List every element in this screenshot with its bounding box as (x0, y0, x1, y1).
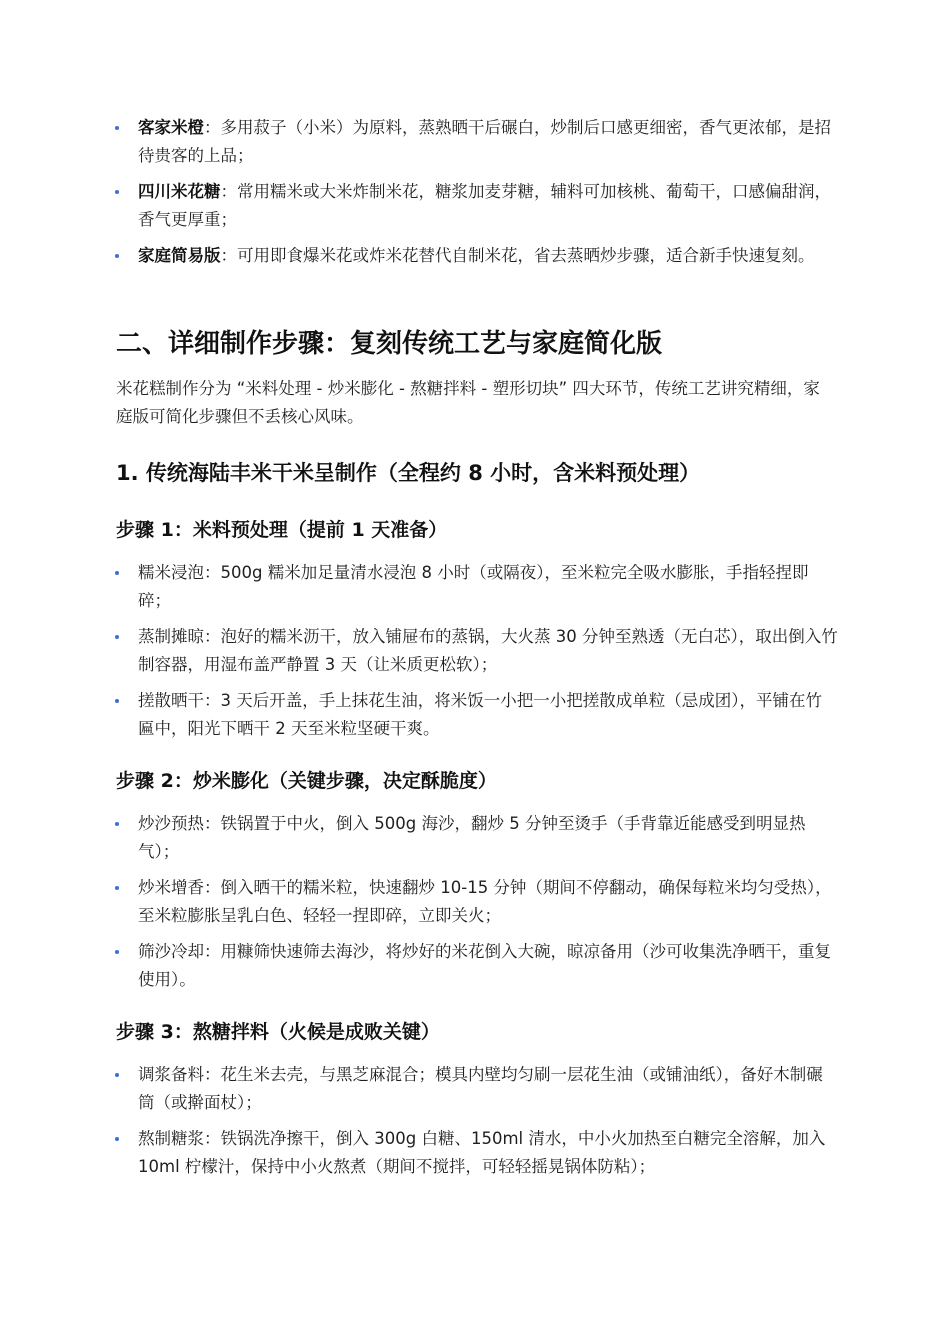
list-item (0, 1125, 838, 1181)
bullet-icon (115, 950, 119, 954)
step-item-text: 炒沙预热：铁锅置于中火，倒入 500g 海沙，翻炒 5 分钟至烫手（手背靠近能感受到明显热气）； (138, 814, 806, 861)
list-item (0, 623, 838, 679)
list-item (0, 687, 838, 743)
variety-desc: ：常用糯米或大米炸制米花，糖浆加麦芽糖，辅料可加核桃、葡萄干，口感偏甜润，香气更厚重； (138, 182, 831, 229)
bullet-icon (115, 635, 119, 639)
varieties-list-block (0, 114, 950, 278)
bullet-icon (115, 571, 119, 575)
bullet-icon (115, 699, 119, 703)
step-item-text: 熬制糖浆：铁锅洗净擦干，倒入 300g 白糖、150ml 清水，中小火加热至白糖完全溶解，加入 10ml 柠檬汁，保持中小火熬煮（期间不搅拌，可轻轻摇晃锅体防粘）； (138, 1129, 826, 1176)
step1-list-block (0, 559, 950, 751)
step-heading: 步骤 1：米料预处理（提前 1 天准备） (116, 519, 448, 541)
bullet-icon (115, 254, 119, 258)
list-item (0, 178, 838, 234)
step-item-text: 搓散晒干：3 天后开盖，手上抹花生油，将米饭一小把一小把搓散成单粒（忌成团），平铺在竹匾中，阳光下晒干 2 天至米粒坚硬干爽。 (138, 691, 822, 738)
list-item (0, 559, 838, 615)
step-heading: 步骤 3：熬糖拌料（火候是成败关键） (116, 1021, 440, 1043)
step-item-text: 调浆备料：花生米去壳，与黑芝麻混合；模具内壁均匀刷一层花生油（或铺油纸），备好木制碾筒（或擀面杖）； (138, 1065, 823, 1112)
bullet-icon (115, 190, 119, 194)
variety-desc: ：多用菽子（小米）为原料，蒸熟晒干后碾白，炒制后口感更细密，香气更浓郁，是招待贵客的上品； (138, 118, 831, 165)
step-item-text: 糯米浸泡：500g 糯米加足量清水浸泡 8 小时（或隔夜），至米粒完全吸水膨胀，手指轻捏即碎； (138, 563, 809, 610)
bullet-icon (115, 886, 119, 890)
list-item (0, 114, 838, 170)
list-item (0, 938, 838, 994)
list-item (0, 810, 838, 866)
list-item (0, 874, 838, 930)
section-heading: 二、详细制作步骤：复刻传统工艺与家庭简化版 (116, 329, 663, 359)
subsection-heading: 1. 传统海陆丰米干米呈制作（全程约 8 小时，含米料预处理） (116, 461, 701, 485)
variety-desc: ：可用即食爆米花或炸米花替代自制米花，省去蒸晒炒步骤，适合新手快速复刻。 (220, 246, 815, 265)
step-heading: 步骤 2：炒米膨化（关键步骤，决定酥脆度） (116, 770, 497, 792)
variety-name: 家庭简易版 (138, 246, 221, 265)
step1-list (0, 559, 950, 743)
section-intro: 米花糕制作分为 “米料处理 - 炒米膨化 - 熬糖拌料 - 塑形切块” 四大环节，传统工艺讲究精细，家庭版可简化步骤但不丢核心风味。 (116, 379, 820, 426)
step2-list-block (0, 810, 950, 1002)
step-item-text: 蒸制摊晾：泡好的糯米沥干，放入铺屉布的蒸锅，大火蒸 30 分钟至熟透（无白芯），取出倒入竹制容器，用湿布盖严静置 3 天（让米质更松软）； (138, 627, 838, 674)
step3-list-block (0, 1061, 950, 1189)
step2-list (0, 810, 950, 994)
variety-name: 客家米橙 (138, 118, 204, 137)
step-item-text: 筛沙冷却：用糠筛快速筛去海沙，将炒好的米花倒入大碗，晾凉备用（沙可收集洗净晒干，重复使用）。 (138, 942, 831, 989)
bullet-icon (115, 1073, 119, 1077)
list-item (0, 1061, 838, 1117)
step3-list (0, 1061, 950, 1181)
step-item-text: 炒米增香：倒入晒干的糯米粒，快速翻炒 10-15 分钟（期间不停翻动，确保每粒米均匀受热），至米粒膨胀呈乳白色、轻轻一捏即碎，立即关火； (138, 878, 832, 925)
bullet-icon (115, 1137, 119, 1141)
varieties-list (0, 114, 950, 270)
list-item (0, 242, 838, 270)
variety-name: 四川米花糖 (138, 182, 221, 201)
bullet-icon (115, 822, 119, 826)
bullet-icon (115, 126, 119, 130)
